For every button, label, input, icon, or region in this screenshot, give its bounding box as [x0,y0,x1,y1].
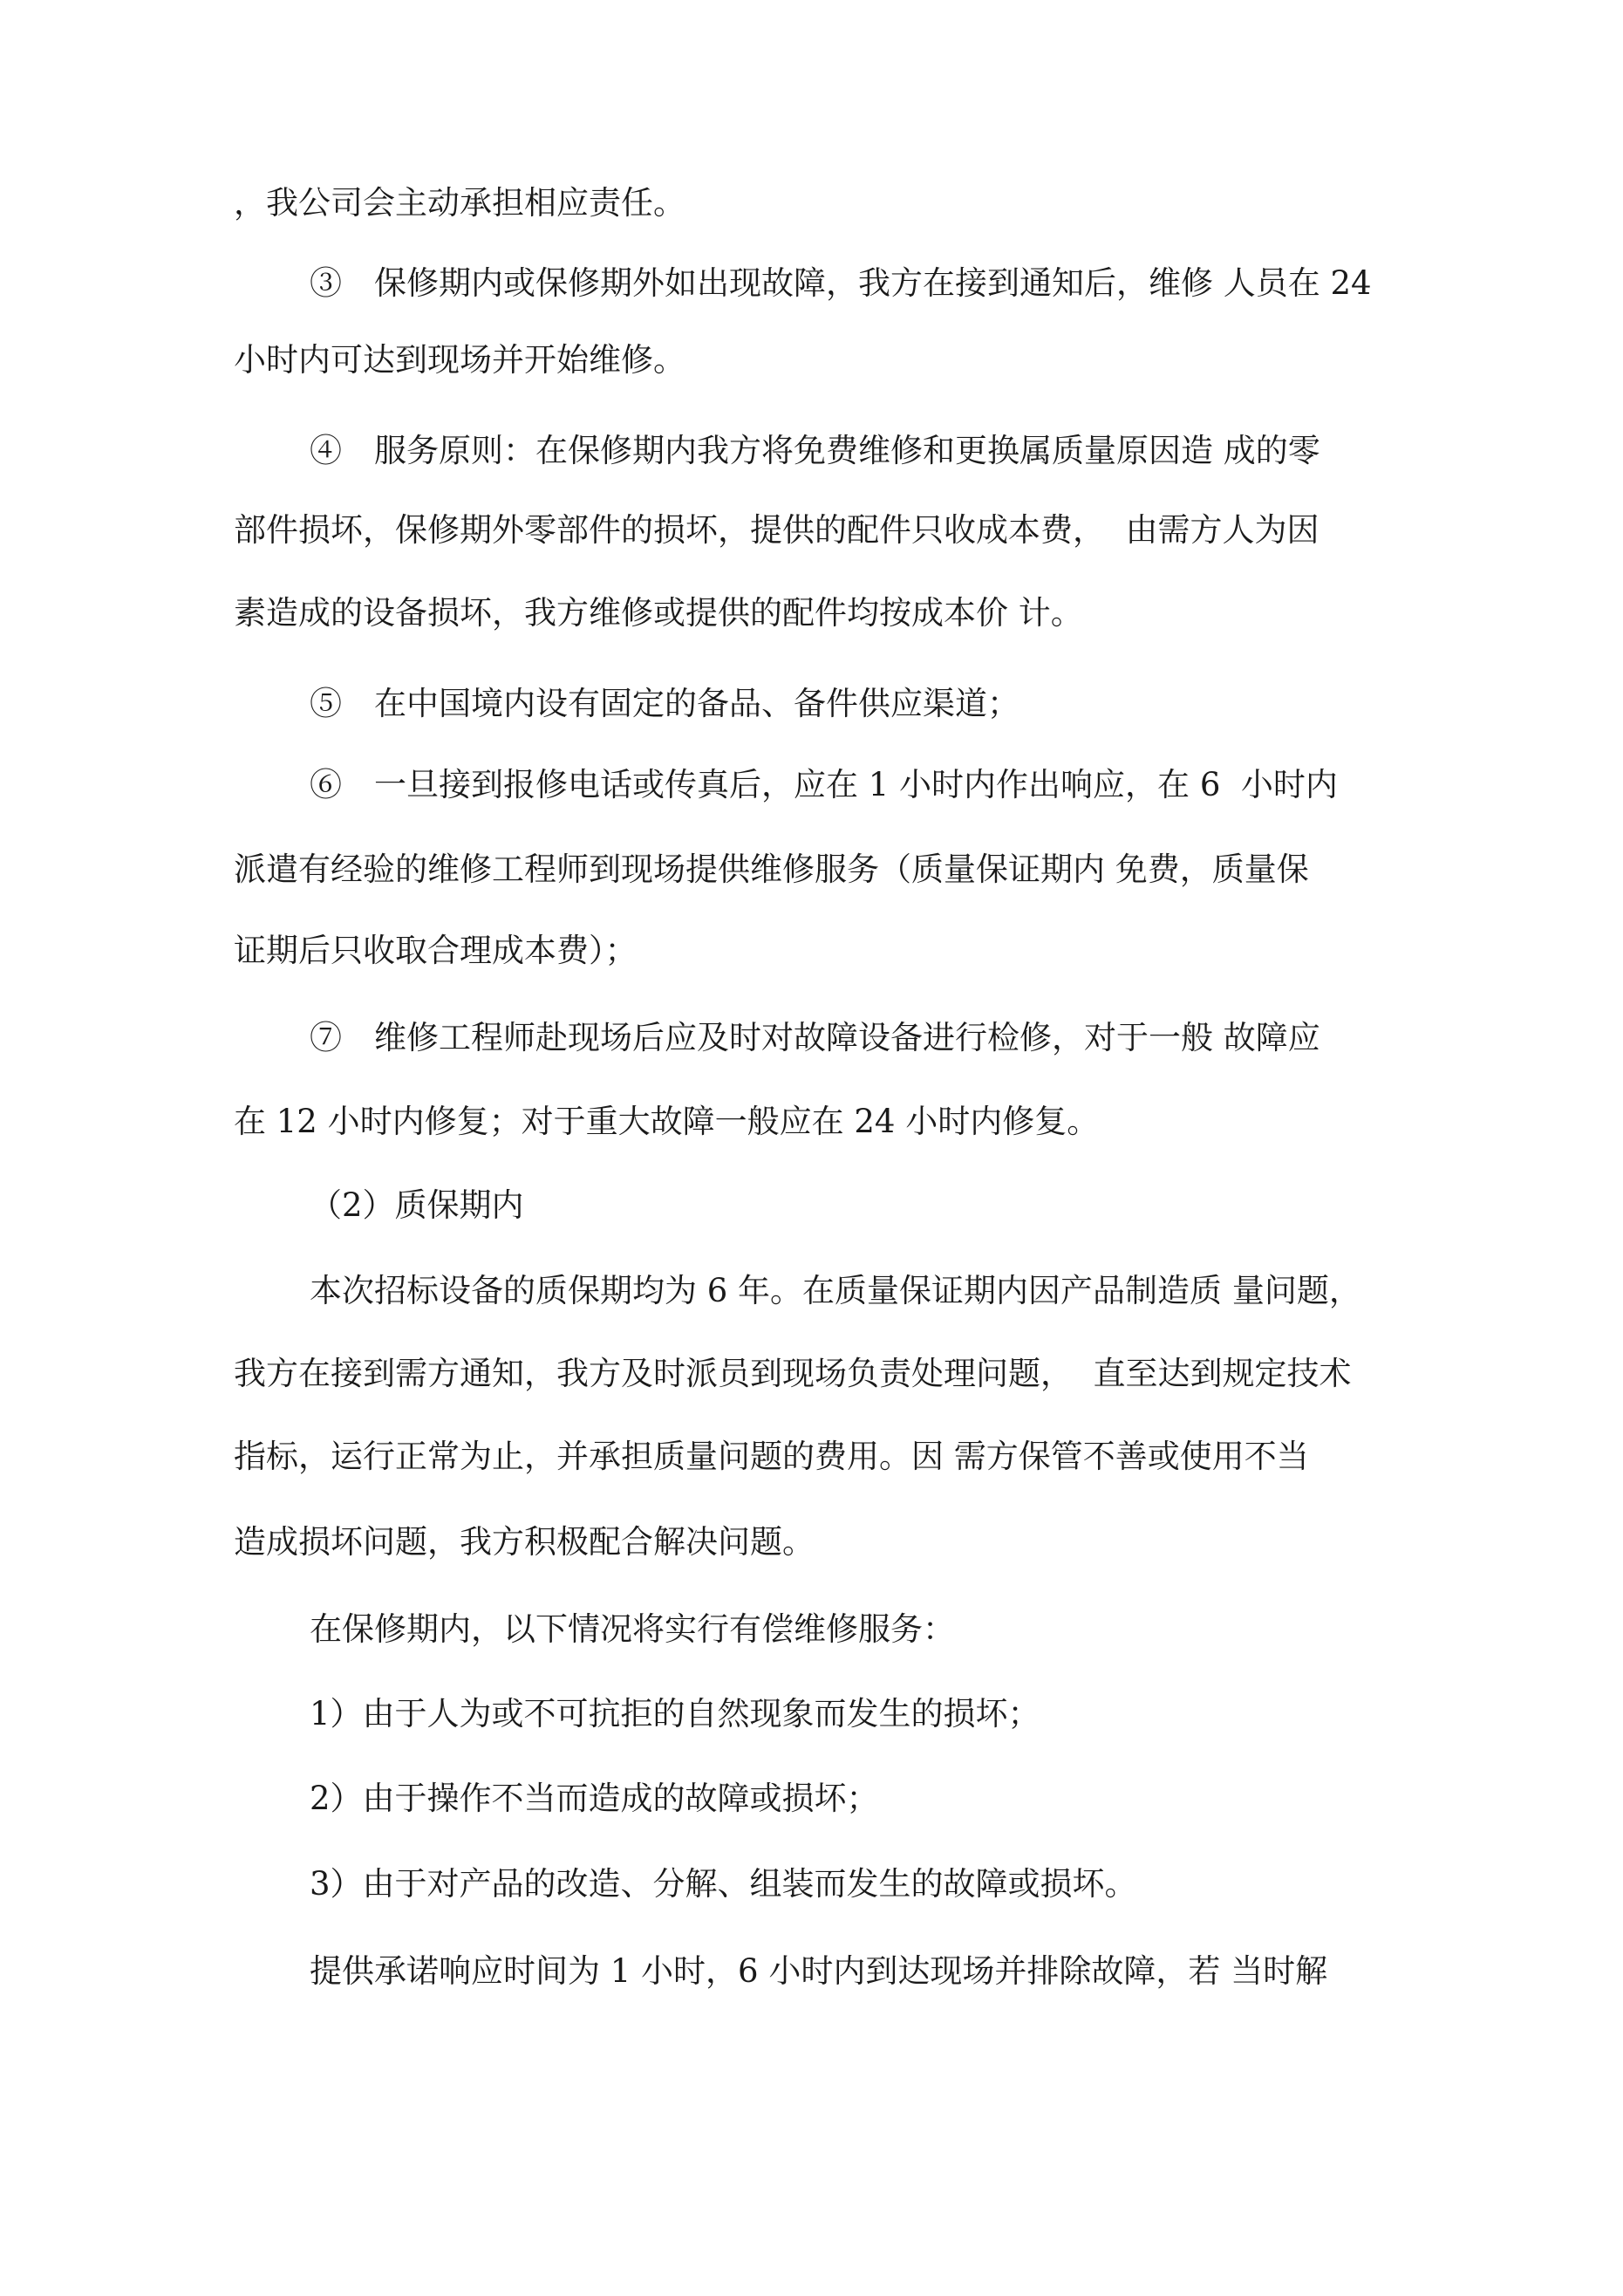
text-line: 部件损坏，保修期外零部件的损坏，提供的配件只收成本费， 由需方人为因 [234,511,1320,549]
text-line: 小时内可达到现场并开始维修。 [234,341,685,379]
text-line: 提供承诺响应时间为 1 小时，6 小时内到达现场并排除故障，若 当时解 [310,1952,1328,1990]
text-line: 1）由于人为或不可抗拒的自然现象而发生的损坏； [310,1695,1040,1732]
text-line: ③ 保修期内或保修期外如出现故障，我方在接到通知后，维修 人员在 24 [310,264,1372,302]
text-line: 3）由于对产品的改造、分解、组装而发生的故障或损坏。 [310,1865,1137,1903]
text-line: ⑥ 一旦接到报修电话或传真后，应在 1 小时内作出响应，在 6 小时内 [310,766,1338,803]
text-line: 在 12 小时内修复；对于重大故障一般应在 24 小时内修复。 [234,1103,1100,1140]
text-line: 我方在接到需方通知，我方及时派员到现场负责处理问题， 直至达到规定技术 [234,1355,1352,1392]
text-line: ⑤ 在中国境内设有固定的备品、备件供应渠道； [310,685,1019,722]
text-line: 本次招标设备的质保期均为 6 年。在质量保证期内因产品制造质 量问题， [310,1272,1361,1309]
text-line: ⑦ 维修工程师赴现场后应及时对故障设备进行检修，对于一般 故障应 [310,1019,1320,1056]
text-line: 在保修期内，以下情况将实行有偿维修服务： [310,1610,955,1648]
text-line: 造成损坏问题，我方积极配合解决问题。 [234,1523,815,1561]
text-line: ，我公司会主动承担相应责任。 [234,184,685,222]
text-line: 证期后只收取合理成本费）； [234,932,638,969]
text-line: （2）质保期内 [310,1186,524,1224]
text-line: 指标，运行正常为止，并承担质量问题的费用。因 需方保管不善或使用不当 [234,1438,1309,1475]
text-line: 2）由于操作不当而造成的故障或损坏； [310,1780,879,1817]
text-line: 派遣有经验的维修工程师到现场提供维修服务（质量保证期内 免费，质量保 [234,851,1309,888]
text-line: 素造成的设备损坏，我方维修或提供的配件均按成本价 计。 [234,594,1083,632]
text-line: ④ 服务原则：在保修期内我方将免费维修和更换属质量原因造 成的零 [310,432,1320,469]
